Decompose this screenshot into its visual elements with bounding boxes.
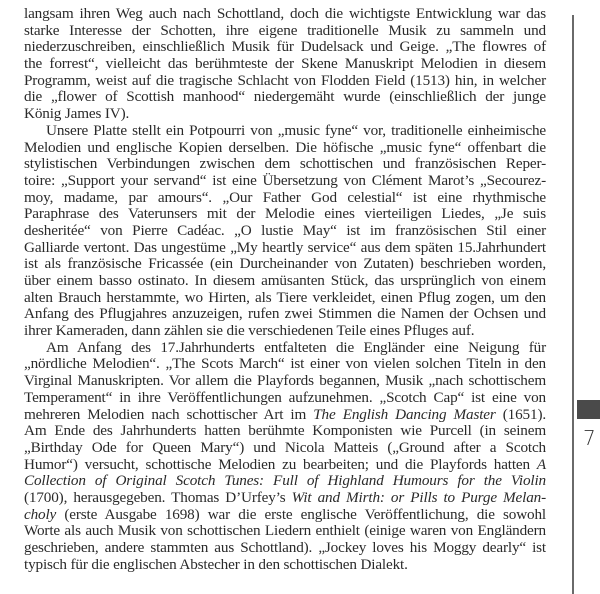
text-line: desheritée“ von Pierre Cadéac. „O lustie May“ ist im französischen Stil einer	[24, 221, 546, 239]
text-line	[24, 457, 546, 474]
text-line: Melodien und englische Kopien derselben. Die höfische „music fyne“ offenbart die	[24, 138, 546, 156]
text-line: toire: „Support your servand“ ist eine Übersetzung von Clément Marot’s „Secourez-	[24, 171, 546, 189]
text-line: geschrieben, andere stammten aus Schottland). „Jockey loves his Moggy dearly“ ist	[24, 539, 546, 556]
italic-title: A	[536, 455, 546, 473]
text-line: Anfang des Pflugjahres anzuzeigen, rufen zwei Stimmen die Namen der Ochsen und	[24, 305, 546, 323]
paragraph	[24, 6, 546, 123]
text-line: König James IV).	[24, 105, 130, 123]
text-line: the forrest“, vielleicht das berühmteste der Skene Manuskript Melodien in diesem	[24, 55, 546, 73]
text-line: „nördliche Melodien“. „The Scots March“ ist einer von vielen solchen Titeln in den	[24, 355, 546, 373]
text-line	[24, 473, 546, 490]
text-line: Paraphrase des Vaterunsers mit der Melodie eines vierteiligen Liedes, „Je suis	[24, 205, 546, 223]
text-line: Worte als auch Musik von schottischen Liedern enthielt (einige waren von Engländern	[24, 522, 546, 540]
italic-title: Collection of Original Scotch Tunes: Full of Highland Humours for the Violin	[24, 472, 546, 490]
text-line: Am Anfang des 17.Jahrhunderts entfalteten die Engländer eine Neigung für	[46, 338, 546, 356]
italic-title: Wit and Mirth: or Pills to Purge Melan-	[291, 488, 546, 506]
section-tab-marker	[577, 400, 600, 419]
text-line: langsam ihren Weg auch nach Schottland, doch die wichtigste Entwicklung war das	[24, 5, 546, 22]
text-line: alten Brauch herstammte, wo Hirten, als Tiere verkleidet, einen Pflug zogen, um den	[24, 288, 546, 306]
text-line: starke Interesse der Schotten, ihre eigene traditionelle Musik zu sammeln und	[24, 21, 546, 39]
text-line: die „flower of Scottish manhood“ niedergemäht wurde (einschließlich der junge	[24, 88, 546, 106]
margin-rule	[572, 15, 574, 594]
italic-title: The English Dancing Master	[313, 405, 496, 423]
text-line: moy, madame, par amours“. „Our Father God celestial“ ist eine rhythmische	[24, 188, 546, 206]
text-segment: (1700), herausgegeben. Thomas D’Urfey’s	[24, 488, 292, 506]
text-line: Galliarde vertont. Das ungestüme „My heartly service“ aus dem späten 15.Jahrhundert	[24, 238, 546, 256]
text-line: Programm, weist auf die tragische Schlacht von Flodden Field (1513) hin, in welcher	[24, 71, 546, 89]
body-text	[24, 6, 546, 573]
text-segment: (erste Ausgabe 1698) war die erste englische Veröffentlichung, die sowohl	[56, 505, 546, 523]
text-line: Unsere Platte stellt ein Potpourri von „music fyne“ vor, traditionelle einheimische	[46, 121, 546, 139]
text-line: über einem basso ostinato. In diesem amüsanten Stück, das ursprünglich von einem	[24, 272, 546, 289]
text-line	[24, 507, 546, 524]
text-line: ihrer Kameraden, dann zählen sie die verschiedenen Teile eines Pfluges auf.	[24, 322, 475, 340]
text-line: Virginal Manuskripten. Vor allem die Playfords begannen, Musik „nach schottischem	[24, 372, 546, 390]
italic-title: choly	[24, 505, 57, 523]
text-line: niederzuschreiben, einschließlich Musik für Dudelsack und Geige. „The flowres of	[24, 38, 546, 56]
text-line: typisch für die englischen Abstecher in den schottischen Dialekt.	[24, 555, 408, 573]
text-line: ist als französische Fricassée (ein Durcheinander von Zutaten) beschrieben worden,	[24, 255, 546, 273]
paragraph	[24, 123, 546, 340]
text-line: Temperament“ in ihre Veröffentlichungen aufzunehmen. „Scotch Cap“ ist eine von	[24, 388, 546, 406]
text-line: „Birthday Ode for Queen Mary“) und Nicola Matteis („Ground after a Scotch	[24, 438, 546, 456]
text-segment: (1651).	[495, 405, 546, 423]
text-line: Am Ende des Jahrhunderts hatten berühmte Komponisten wie Purcell (in seinem	[24, 422, 546, 440]
text-segment: Humor“) versucht, schottische Melodien zu bearbeiten; und die Playfords hatten	[24, 455, 537, 473]
text-line: stylistischen Verbindungen zwischen dem schottischen und französischen Reper-	[24, 155, 546, 173]
text-segment: mehreren Melodien nach schottischer Art im	[24, 405, 314, 423]
text-line	[24, 490, 546, 507]
page-number: 7	[583, 426, 596, 450]
paragraph	[24, 340, 546, 574]
text-line	[24, 407, 546, 424]
